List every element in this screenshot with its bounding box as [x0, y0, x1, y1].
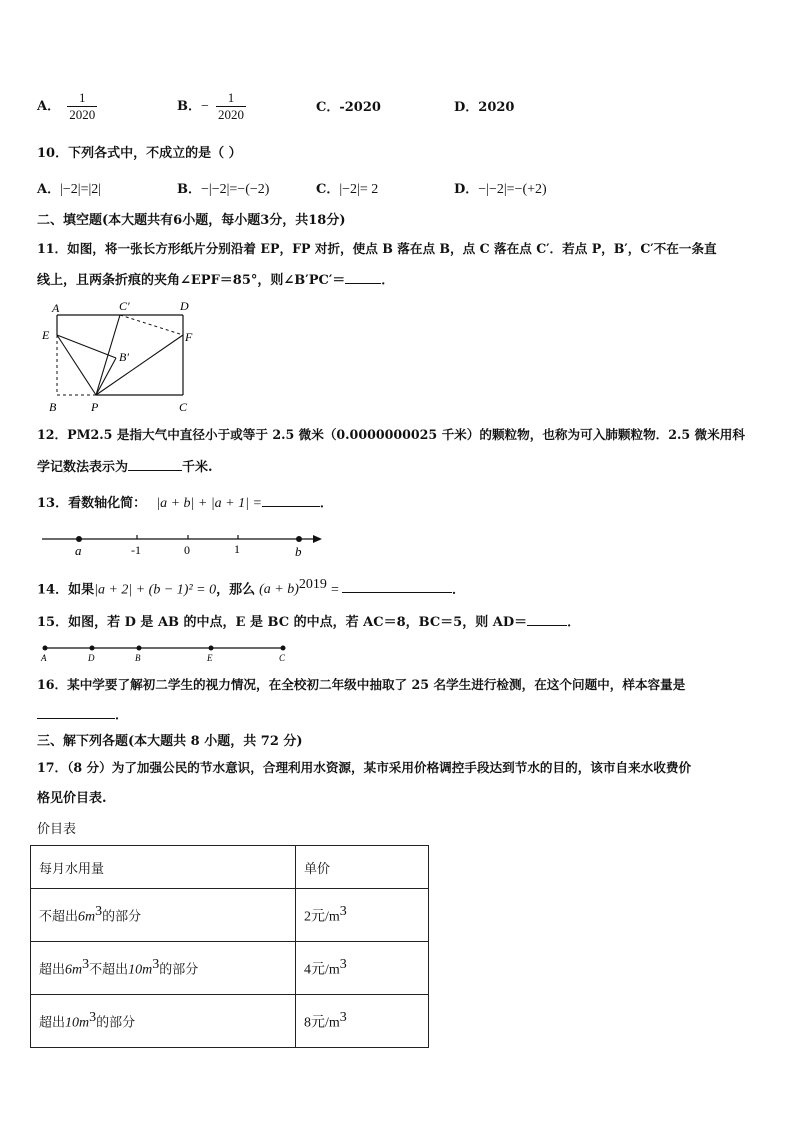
- q17-line-1: 17．（8 分）为了加强公民的节水意识，合理利用水资源，某市采用价格调控手段达到节水的目的，该市自来水收费价: [37, 760, 692, 775]
- q14-stem: 14．如果|a + 2| + (b − 1)² = 0，那么 $(a + b)^{2019}$ = ．: [37, 577, 465, 598]
- q10-option-b: B．−|−2|=−(−2): [177, 182, 270, 197]
- point-b: [296, 536, 302, 542]
- fig-label-c-prime: C′: [119, 299, 130, 313]
- row-1-price: 2元$/m^3$: [296, 889, 429, 942]
- q9-b-fraction: $\frac{1}{2020}$: [218, 90, 245, 122]
- section-3-title: 三、解下列各题(本大题共 8 小题，共 72 分): [37, 734, 303, 749]
- seg-label-e: E: [207, 653, 213, 663]
- price-table-header: [31, 846, 429, 889]
- q15-answer-blank[interactable]: [527, 613, 567, 626]
- q10-stem: 10．下列各式中，不成立的是（ ）: [37, 146, 242, 161]
- q16-line-1: 16．某中学要了解初二学生的视力情况，在全校初二年级中抽取了 25 名学生进行检测，在这个问题中，样本容量是: [37, 677, 686, 692]
- row-3-price: 8元$/m^3$: [296, 995, 429, 1048]
- q11-answer-blank[interactable]: [345, 271, 381, 284]
- q15-segment-figure: [38, 640, 298, 666]
- fig-label-b-prime: B′: [119, 350, 129, 364]
- q11-line-1: 11．如图，将一张长方形纸片分别沿着 EP，FP 对折，使点 B 落在点 B，点 C 落在点 C′．若点 P，B′，C′不在一条直: [37, 241, 717, 256]
- q15-stem: 15．如图，若 D 是 AB 的中点，E 是 BC 的中点，若 AC＝8，BC＝5，则 AD＝ ．: [37, 615, 581, 630]
- axis-label-a: a: [75, 543, 82, 558]
- q9-option-a: A． $\frac{1}{2020}$: [37, 90, 96, 122]
- fig-label-e: E: [42, 328, 50, 342]
- q12-answer-blank[interactable]: [128, 458, 182, 471]
- q9-option-d: D．2020: [454, 100, 515, 115]
- q10-option-a: A．|−2|=|2|: [37, 182, 102, 197]
- axis-label-b: b: [295, 544, 302, 559]
- q16-answer-blank[interactable]: [37, 706, 115, 719]
- seg-label-a: A: [41, 653, 47, 663]
- q11-fold-figure: [38, 297, 208, 419]
- q10-option-d: D．−|−2|=−(+2): [454, 182, 547, 197]
- seg-label-b: B: [135, 653, 141, 663]
- table-row: [31, 942, 429, 995]
- q13-stem: 13．看数轴化简： |a + b| + |a + 1| = ．: [37, 496, 333, 511]
- q9-option-b: B．− $\frac{1}{2020}$: [177, 90, 245, 122]
- q14-answer-blank[interactable]: [342, 580, 452, 593]
- row-2-price: 4元$/m^3$: [296, 942, 429, 995]
- header-usage: 每月水用量: [31, 846, 296, 889]
- fig-label-f: F: [185, 330, 193, 344]
- table-row: [31, 995, 429, 1048]
- section-2-title: 二、填空题(本大题共有6小题，每小题3分，共18分): [37, 213, 346, 228]
- header-price: 单价: [296, 846, 429, 889]
- q9-a-fraction: $\frac{1}{2020}$: [69, 90, 96, 122]
- q12-line-1: 12．PM2.5 是指大气中直径小于或等于 2.5 微米（0.0000000025 千米）的颗粒物，也称为可入肺颗粒物．2.5 微米用科: [37, 427, 745, 442]
- fig-label-p: P: [91, 400, 99, 414]
- price-table-title: 价目表: [37, 822, 77, 837]
- q13-answer-blank[interactable]: [262, 494, 320, 507]
- seg-label-d: D: [88, 653, 95, 663]
- row-3-usage: 超出$10m^3$的部分: [31, 995, 296, 1048]
- q12-line-2: 学记数法表示为 千米.: [37, 460, 213, 475]
- fig-label-d: D: [180, 299, 189, 313]
- table-row: [31, 889, 429, 942]
- axis-label-1: 1: [234, 542, 240, 556]
- q13-number-line: [38, 528, 328, 560]
- axis-label-neg1: -1: [131, 543, 141, 557]
- seg-label-c: C: [279, 653, 286, 663]
- point-a: [76, 536, 82, 542]
- row-1-usage: 不超出$6m^3$的部分: [31, 889, 296, 942]
- q16-line-2: ．: [37, 706, 128, 725]
- axis-label-0: 0: [184, 543, 190, 557]
- fig-label-c: C: [179, 400, 188, 414]
- fig-label-a: A: [52, 301, 60, 315]
- fig-label-b: B: [49, 400, 57, 414]
- price-table: [30, 845, 429, 1048]
- q10-option-c: C．|−2|= 2: [316, 182, 379, 197]
- row-2-usage: 超出$6m^3$不超出$10m^3$的部分: [31, 942, 296, 995]
- q11-line-2: 线上，且两条折痕的夹角∠EPF＝85°，则∠B′PC′＝ ．: [37, 273, 395, 288]
- q17-line-2: 格见价目表.: [37, 791, 107, 806]
- q9-option-c: C．-2020: [316, 100, 381, 115]
